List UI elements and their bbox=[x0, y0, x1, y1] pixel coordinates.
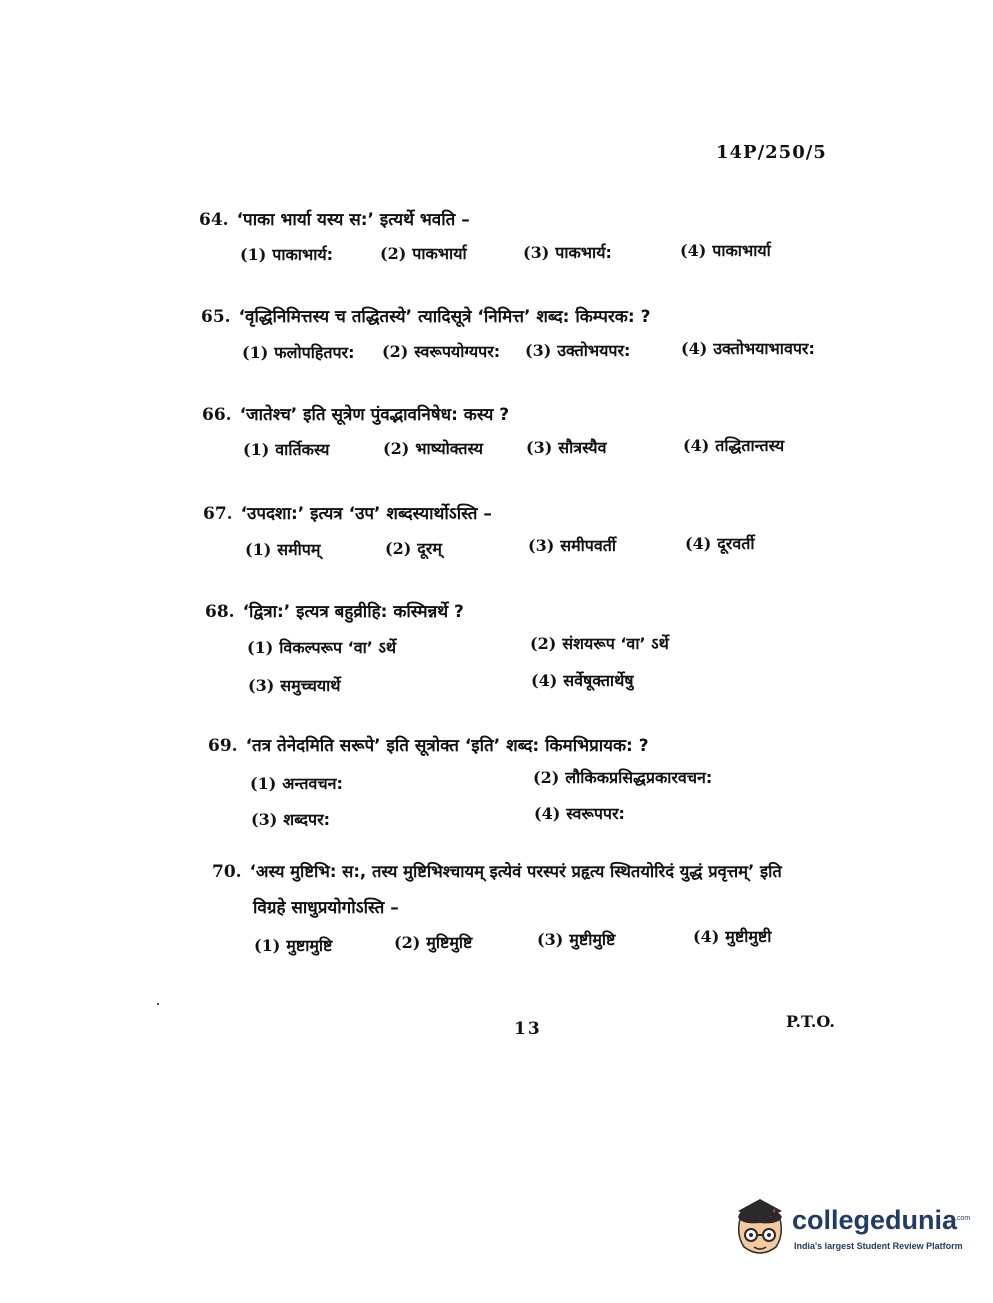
question-number: 66. bbox=[202, 405, 232, 425]
option-text: सर्वेषूक्तार्थेषु bbox=[563, 671, 634, 690]
option-number: (2) bbox=[385, 539, 412, 558]
option-4 bbox=[685, 532, 754, 554]
option-number: (3) bbox=[248, 676, 275, 695]
option-text: शब्दपर: bbox=[283, 810, 331, 829]
option-2 bbox=[533, 766, 712, 788]
option-2 bbox=[385, 537, 442, 559]
option-number: (4) bbox=[693, 927, 720, 946]
question-stem bbox=[199, 207, 470, 230]
option-text: मुष्टिमुष्टि bbox=[426, 933, 473, 952]
option-2 bbox=[394, 931, 472, 953]
option-text: समुच्चयार्थे bbox=[280, 676, 341, 695]
option-text: तद्धितान्तस्य bbox=[715, 436, 785, 455]
question-number: 69. bbox=[208, 736, 238, 756]
option-number: (2) bbox=[382, 342, 409, 361]
option-text: पाकभार्य: bbox=[555, 243, 612, 262]
question-text: ‘जातेश्च’ इति सूत्रेण पुंवद्भावनिषेध: कस्य ? bbox=[239, 405, 510, 425]
option-number: (4) bbox=[534, 804, 561, 823]
option-text: स्वरूपपर: bbox=[566, 804, 625, 823]
question-number: 68. bbox=[205, 602, 235, 622]
option-text: समीपम् bbox=[277, 540, 321, 559]
question-stem bbox=[202, 402, 509, 425]
option-text: पाकाभार्य: bbox=[272, 245, 334, 264]
question-stem bbox=[205, 599, 464, 622]
question-number: 67. bbox=[203, 504, 233, 524]
option-number: (3) bbox=[523, 243, 550, 262]
option-number: (1) bbox=[250, 774, 277, 793]
option-number: (3) bbox=[528, 536, 555, 555]
question-stem bbox=[203, 501, 492, 524]
option-text: दूरवर्ती bbox=[717, 534, 755, 553]
mascot-icon bbox=[730, 1195, 790, 1265]
option-number: (1) bbox=[242, 343, 269, 362]
option-text: मुष्टीमुष्टि bbox=[569, 930, 616, 949]
option-number: (1) bbox=[245, 540, 272, 559]
question-text-continued: विग्रहे साधुप्रयोगोऽस्ति – bbox=[253, 898, 399, 918]
page-number: 13 bbox=[514, 1019, 542, 1039]
logo-tagline: India's largest Student Review Platform bbox=[794, 1241, 963, 1251]
question-text: ‘तत्र तेनेदमिति सरूपे’ इति सूत्रोक्त ‘इति’ शब्द: किमभिप्रायक: ? bbox=[245, 736, 649, 756]
option-number: (1) bbox=[247, 638, 274, 657]
question-number: 65. bbox=[201, 307, 231, 327]
option-1 bbox=[247, 636, 396, 658]
option-number: (3) bbox=[525, 341, 552, 360]
option-3 bbox=[248, 674, 341, 696]
option-3 bbox=[251, 808, 330, 830]
logo-suffix: .com bbox=[955, 1215, 971, 1222]
option-number: (4) bbox=[681, 339, 708, 358]
option-number: (3) bbox=[526, 438, 553, 457]
option-text: दूरम् bbox=[417, 539, 442, 558]
option-number: (4) bbox=[531, 671, 558, 690]
pto-label: P.T.O. bbox=[786, 1012, 835, 1031]
question-stem bbox=[208, 733, 649, 756]
question-number: 70. bbox=[212, 862, 242, 882]
option-text: भाष्योक्तस्य bbox=[415, 439, 483, 458]
option-2 bbox=[383, 437, 483, 459]
option-text: उक्तोभयपर: bbox=[557, 341, 631, 360]
option-text: मुष्टीमुष्टी bbox=[725, 927, 772, 946]
option-text: मुष्टामुष्टि bbox=[286, 936, 333, 955]
scan-speck bbox=[157, 1003, 159, 1005]
option-3 bbox=[525, 339, 630, 361]
option-4 bbox=[683, 434, 784, 456]
option-3 bbox=[526, 436, 606, 458]
option-number: (3) bbox=[251, 810, 278, 829]
option-text: पाकभार्या bbox=[412, 244, 467, 263]
option-4 bbox=[534, 802, 625, 824]
option-text: सौत्रस्यैव bbox=[558, 438, 607, 457]
option-number: (2) bbox=[530, 634, 557, 653]
logo-wordmark: collegedunia bbox=[792, 1205, 958, 1235]
question-text: ‘अस्य मुष्टिभि: स:, तस्य मुष्टिभिश्चायम् इत्येवं परस्परं प्रहृत्य स्थितयोरिदं युद्धं प्रवृत्तम्’ इति bbox=[249, 862, 782, 881]
option-1 bbox=[242, 341, 355, 363]
option-number: (2) bbox=[383, 439, 410, 458]
option-text: पाकाभार्या bbox=[712, 241, 771, 260]
option-4 bbox=[680, 239, 771, 261]
option-text: विकल्परूप ‘वा’ ऽर्थे bbox=[279, 638, 397, 657]
question-text: ‘वृद्धिनिमित्तस्य च तद्धितस्ये’ त्यादिसूत्रे ‘निमित्त’ शब्द: किम्परक: ? bbox=[238, 307, 651, 327]
option-text: उक्तोभयाभावपर: bbox=[713, 339, 815, 358]
option-2 bbox=[382, 340, 500, 362]
option-number: (4) bbox=[685, 534, 712, 553]
option-2 bbox=[380, 242, 467, 264]
option-number: (2) bbox=[394, 933, 421, 952]
option-4 bbox=[693, 925, 771, 947]
option-text: लौकिकप्रसिद्धप्रकारवचन: bbox=[565, 768, 713, 787]
option-3 bbox=[528, 534, 616, 556]
option-1 bbox=[250, 772, 343, 794]
option-3 bbox=[523, 241, 612, 263]
option-number: (4) bbox=[680, 241, 707, 260]
option-text: अन्तवचन: bbox=[282, 774, 343, 793]
option-4 bbox=[531, 669, 634, 691]
option-1 bbox=[245, 538, 320, 560]
option-number: (2) bbox=[533, 768, 560, 787]
option-text: वार्तिकस्य bbox=[275, 440, 330, 459]
option-4 bbox=[681, 337, 815, 359]
option-1 bbox=[254, 934, 332, 956]
option-number: (1) bbox=[243, 440, 270, 459]
question-text: ‘उपदशा:’ इत्यत्र ‘उप’ शब्दस्यार्थोऽस्ति – bbox=[240, 504, 492, 524]
option-1 bbox=[240, 243, 333, 265]
option-number: (4) bbox=[683, 436, 710, 455]
question-text: ‘द्वित्रा:’ इत्यत्र बहुव्रीहि: कस्मिन्नर्थे ? bbox=[242, 602, 464, 622]
collegedunia-watermark bbox=[730, 1195, 970, 1265]
option-number: (2) bbox=[380, 244, 407, 263]
option-number: (3) bbox=[537, 930, 564, 949]
question-text: ‘पाका भार्या यस्य स:’ इत्यर्थे भवति – bbox=[236, 210, 470, 230]
option-text: फलोपहितपर: bbox=[274, 343, 355, 362]
option-text: संशयरूप ‘वा’ ऽर्थे bbox=[562, 634, 669, 653]
option-3 bbox=[537, 928, 615, 950]
option-number: (1) bbox=[254, 936, 281, 955]
option-2 bbox=[530, 632, 669, 654]
option-text: समीपवर्ती bbox=[560, 536, 617, 555]
paper-code: 14P/250/5 bbox=[716, 142, 827, 163]
question-stem bbox=[201, 304, 650, 327]
option-text: स्वरूपयोग्यपर: bbox=[414, 342, 501, 361]
question-number: 64. bbox=[199, 210, 229, 230]
option-number: (1) bbox=[240, 245, 267, 264]
option-1 bbox=[243, 438, 329, 460]
question-stem bbox=[212, 859, 782, 882]
